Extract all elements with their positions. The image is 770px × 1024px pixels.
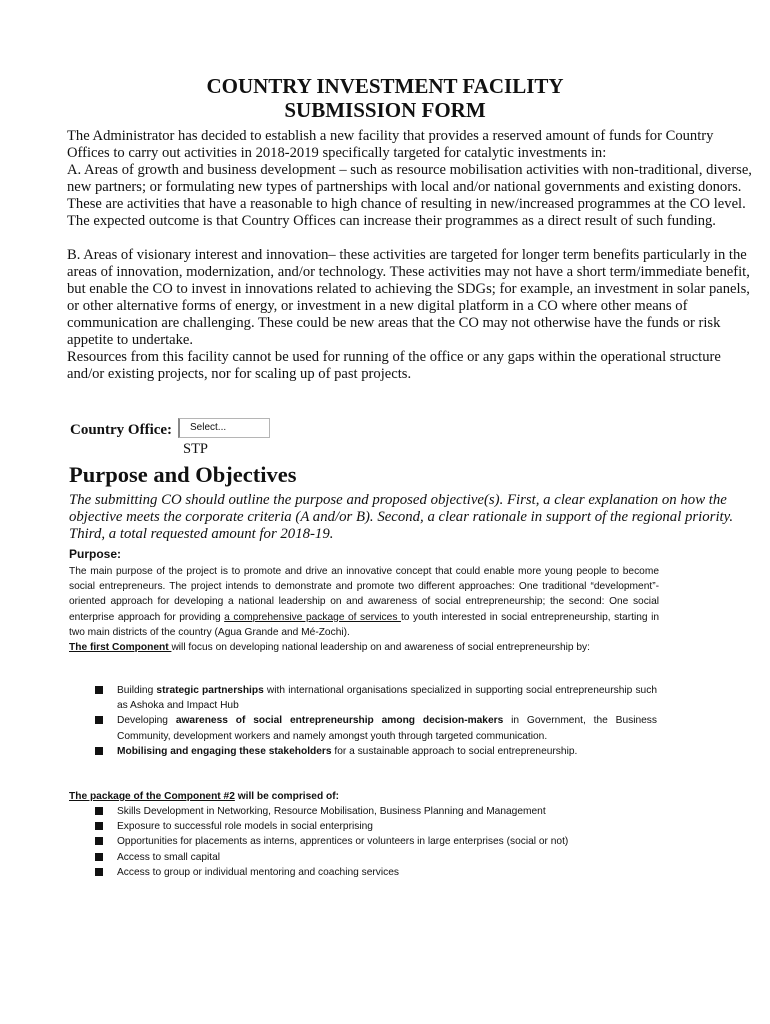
second-component-text: will be comprised of: (234, 791, 340, 802)
list-item (95, 850, 695, 865)
list-item-text: in Government, the Business Community, development workers and namely amongst youth through targeted communication. (117, 715, 657, 742)
list-item-text: Access to small capital (117, 851, 221, 863)
purpose-label: Purpose: (69, 547, 122, 561)
country-office-label: Country Office: (70, 422, 173, 438)
bullet-square-icon (95, 686, 103, 694)
list-item (95, 804, 695, 819)
purpose-paragraph (69, 564, 659, 655)
section-guidance: The submitting CO should outline the purpose and proposed objective(s). First, a clear explanation on how the objective meets the corporate criteria (A and/or B). Second, a clear rationale in support of the regional priority. Third, a total requested amount for 2018-19. (69, 492, 734, 542)
second-component-list (95, 804, 695, 880)
list-item (95, 744, 657, 759)
bullet-square-icon (95, 716, 103, 724)
first-component-label: The first Component (69, 642, 172, 654)
list-item (95, 713, 657, 743)
second-component-label: The package of the Component #2 (69, 791, 235, 802)
list-item-bold: awareness of social entrepreneurship among decision-makers (175, 715, 504, 727)
list-item (95, 683, 657, 713)
country-office-value: STP (183, 441, 208, 457)
list-item-text: Developing (117, 715, 176, 727)
list-item-bold: strategic partnerships (156, 685, 264, 696)
list-item-text: Skills Development in Networking, Resource Mobilisation, Business Planning and Management (117, 806, 546, 817)
country-office-select[interactable]: Select... (178, 418, 270, 438)
purpose-text-2: to youth interested in social entrepreneurship, starting in two main districts of the country (Agua Grande and Mé-Zochi). (69, 611, 660, 638)
list-item (95, 865, 695, 880)
list-item-bold: Mobilising and engaging these stakeholders (117, 745, 332, 757)
form-title (0, 74, 770, 122)
intro-text (67, 128, 757, 383)
list-item (95, 819, 695, 834)
intro-paragraph-a: A. Areas of growth and business development – such as resource mobilisation activities with non-traditional, diverse, new partners; or formulating new types of partnerships with local and/or national governments and existing donors. These are activities that have a reasonable to high chance of resulting in new/increased programmes at the CO level. The expected outcome is that Country Offices can increase their programmes as a direct result of such funding. (67, 162, 752, 229)
bullet-square-icon (95, 807, 103, 815)
list-item-text: Opportunities for placements as interns, apprentices or volunteers in large enterprises (social or not) (117, 836, 569, 848)
list-item (95, 834, 695, 849)
bullet-square-icon (95, 868, 103, 876)
list-item-text: with international organisations specialized in supporting social entrepreneurship such as Ashoka and Impact Hub (117, 685, 657, 712)
bullet-square-icon (95, 853, 103, 861)
first-component-text: will focus on developing national leadership on and awareness of social entrepreneurship by: (171, 642, 590, 654)
bullet-square-icon (95, 822, 103, 830)
purpose-text-1: The main purpose of the project is to promote and drive an innovative concept that could enable more young people to become social entrepreneurs. The project intends to demonstrate and promote two different approaches: One traditional “development”-oriented approach for developing a national leadership on and awareness of social entrepreneurship; the second: One social enterprise approach for providing (69, 566, 659, 623)
form-title-line2: SUBMISSION FORM (284, 98, 486, 122)
first-component-list (95, 683, 657, 759)
purpose-underlined-text: a comprehensive package of services (224, 611, 401, 623)
section-heading-purpose-objectives: Purpose and Objectives (69, 462, 297, 487)
intro-paragraph-resources: Resources from this facility cannot be used for running of the office or any gaps within the operational structure and/or existing projects, nor for scaling up of past projects. (67, 349, 721, 382)
intro-paragraph-b: B. Areas of visionary interest and innovation– these activities are targeted for longer term benefits particularly in the areas of innovation, modernization, and/or technology. These activities may not have a short term/immediate benefit, but enable the CO to invest in innovations related to achieving the SDGs; for example, an investment in solar panels, or other alternative forms of energy, or investment in a new digital platform in a CO where other means of communication are challenging. These could be new areas that the CO may not otherwise have the funds or risk appetite to undertake. (67, 247, 750, 348)
list-item-text: Exposure to successful role models in social enterprising (117, 821, 373, 833)
list-item-text: for a sustainable approach to social entrepreneurship. (331, 745, 578, 757)
bullet-square-icon (95, 837, 103, 845)
list-item-text: Building (117, 685, 157, 696)
list-item-text: Access to group or individual mentoring and coaching services (117, 866, 400, 878)
second-component-heading (69, 789, 659, 804)
form-title-line1: COUNTRY INVESTMENT FACILITY (206, 74, 564, 98)
intro-paragraph-1: The Administrator has decided to establish a new facility that provides a reserved amount of funds for Country Offices to carry out activities in 2018-2019 specifically targeted for catalytic investments in: (67, 128, 714, 161)
bullet-square-icon (95, 747, 103, 755)
